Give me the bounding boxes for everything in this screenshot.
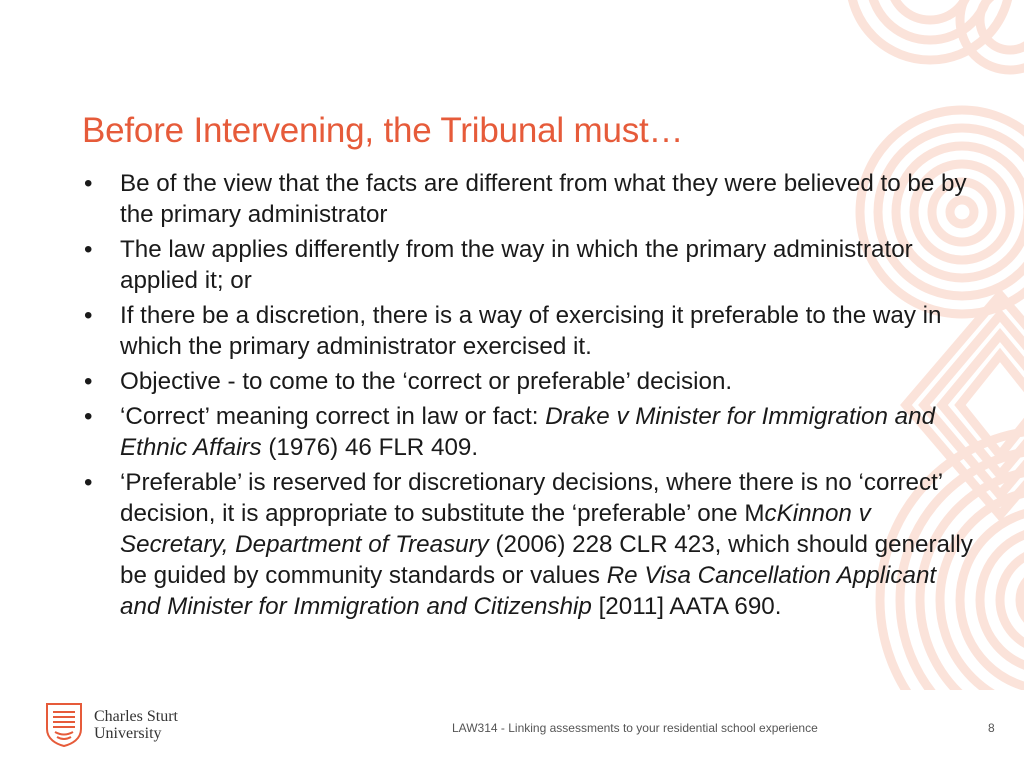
- bullet-marker: •: [84, 236, 93, 263]
- bullet-text: ‘Correct’ meaning correct in law or fact:: [120, 403, 546, 430]
- university-logo: [46, 703, 196, 747]
- case-name: Drake v Minister for Immigration and Ethnic Affairs: [120, 403, 936, 461]
- logo-line-2: University: [94, 725, 162, 742]
- bullet-text: Objective - to come to the ‘correct or preferable’ decision.: [120, 368, 733, 395]
- case-name: cKinnon v Secretary, Department of Treasury: [120, 500, 871, 558]
- list-item: [82, 234, 982, 296]
- bullet-marker: •: [84, 170, 93, 197]
- case-name: Re Visa Cancellation Applicant and Minister for Immigration and Citizenship: [120, 562, 937, 620]
- case-citation: (1976) 46 FLR 409.: [261, 434, 479, 461]
- logo-wordmark: [94, 708, 178, 742]
- slide-title: Before Intervening, the Tribunal must…: [82, 111, 684, 151]
- bullet-list: [82, 168, 982, 626]
- bullet-marker: •: [84, 368, 93, 395]
- bullet-text: If there be a discretion, there is a way of exercising it preferable to the way in which the primary administrator exercised it.: [120, 302, 942, 360]
- list-item: [82, 366, 982, 397]
- logo-line-1: Charles Sturt: [94, 708, 178, 725]
- list-item: [82, 467, 982, 622]
- list-item: [82, 300, 982, 362]
- bullet-marker: •: [84, 403, 93, 430]
- list-item: [82, 401, 982, 463]
- bullet-marker: •: [84, 302, 93, 329]
- page-number: 8: [988, 721, 995, 735]
- shield-icon: [46, 703, 82, 747]
- bullet-text-middle: (2006) 228 CLR 423, which should generally be guided by community standards or values: [120, 531, 973, 589]
- bullet-text: ‘Preferable’ is reserved for discretionary decisions, where there is no ‘correct’ decision, it is appropriate to substitute the ‘preferable’ one M: [120, 469, 943, 527]
- case-citation: [2011] AATA 690.: [591, 593, 782, 620]
- bullet-text: Be of the view that the facts are different from what they were believed to be by the primary administrator: [120, 170, 967, 228]
- list-item: [82, 168, 982, 230]
- bullet-text: The law applies differently from the way in which the primary administrator applied it; or: [120, 236, 913, 294]
- footer-course-text: LAW314 - Linking assessments to your residential school experience: [452, 721, 818, 735]
- bullet-marker: •: [84, 469, 93, 496]
